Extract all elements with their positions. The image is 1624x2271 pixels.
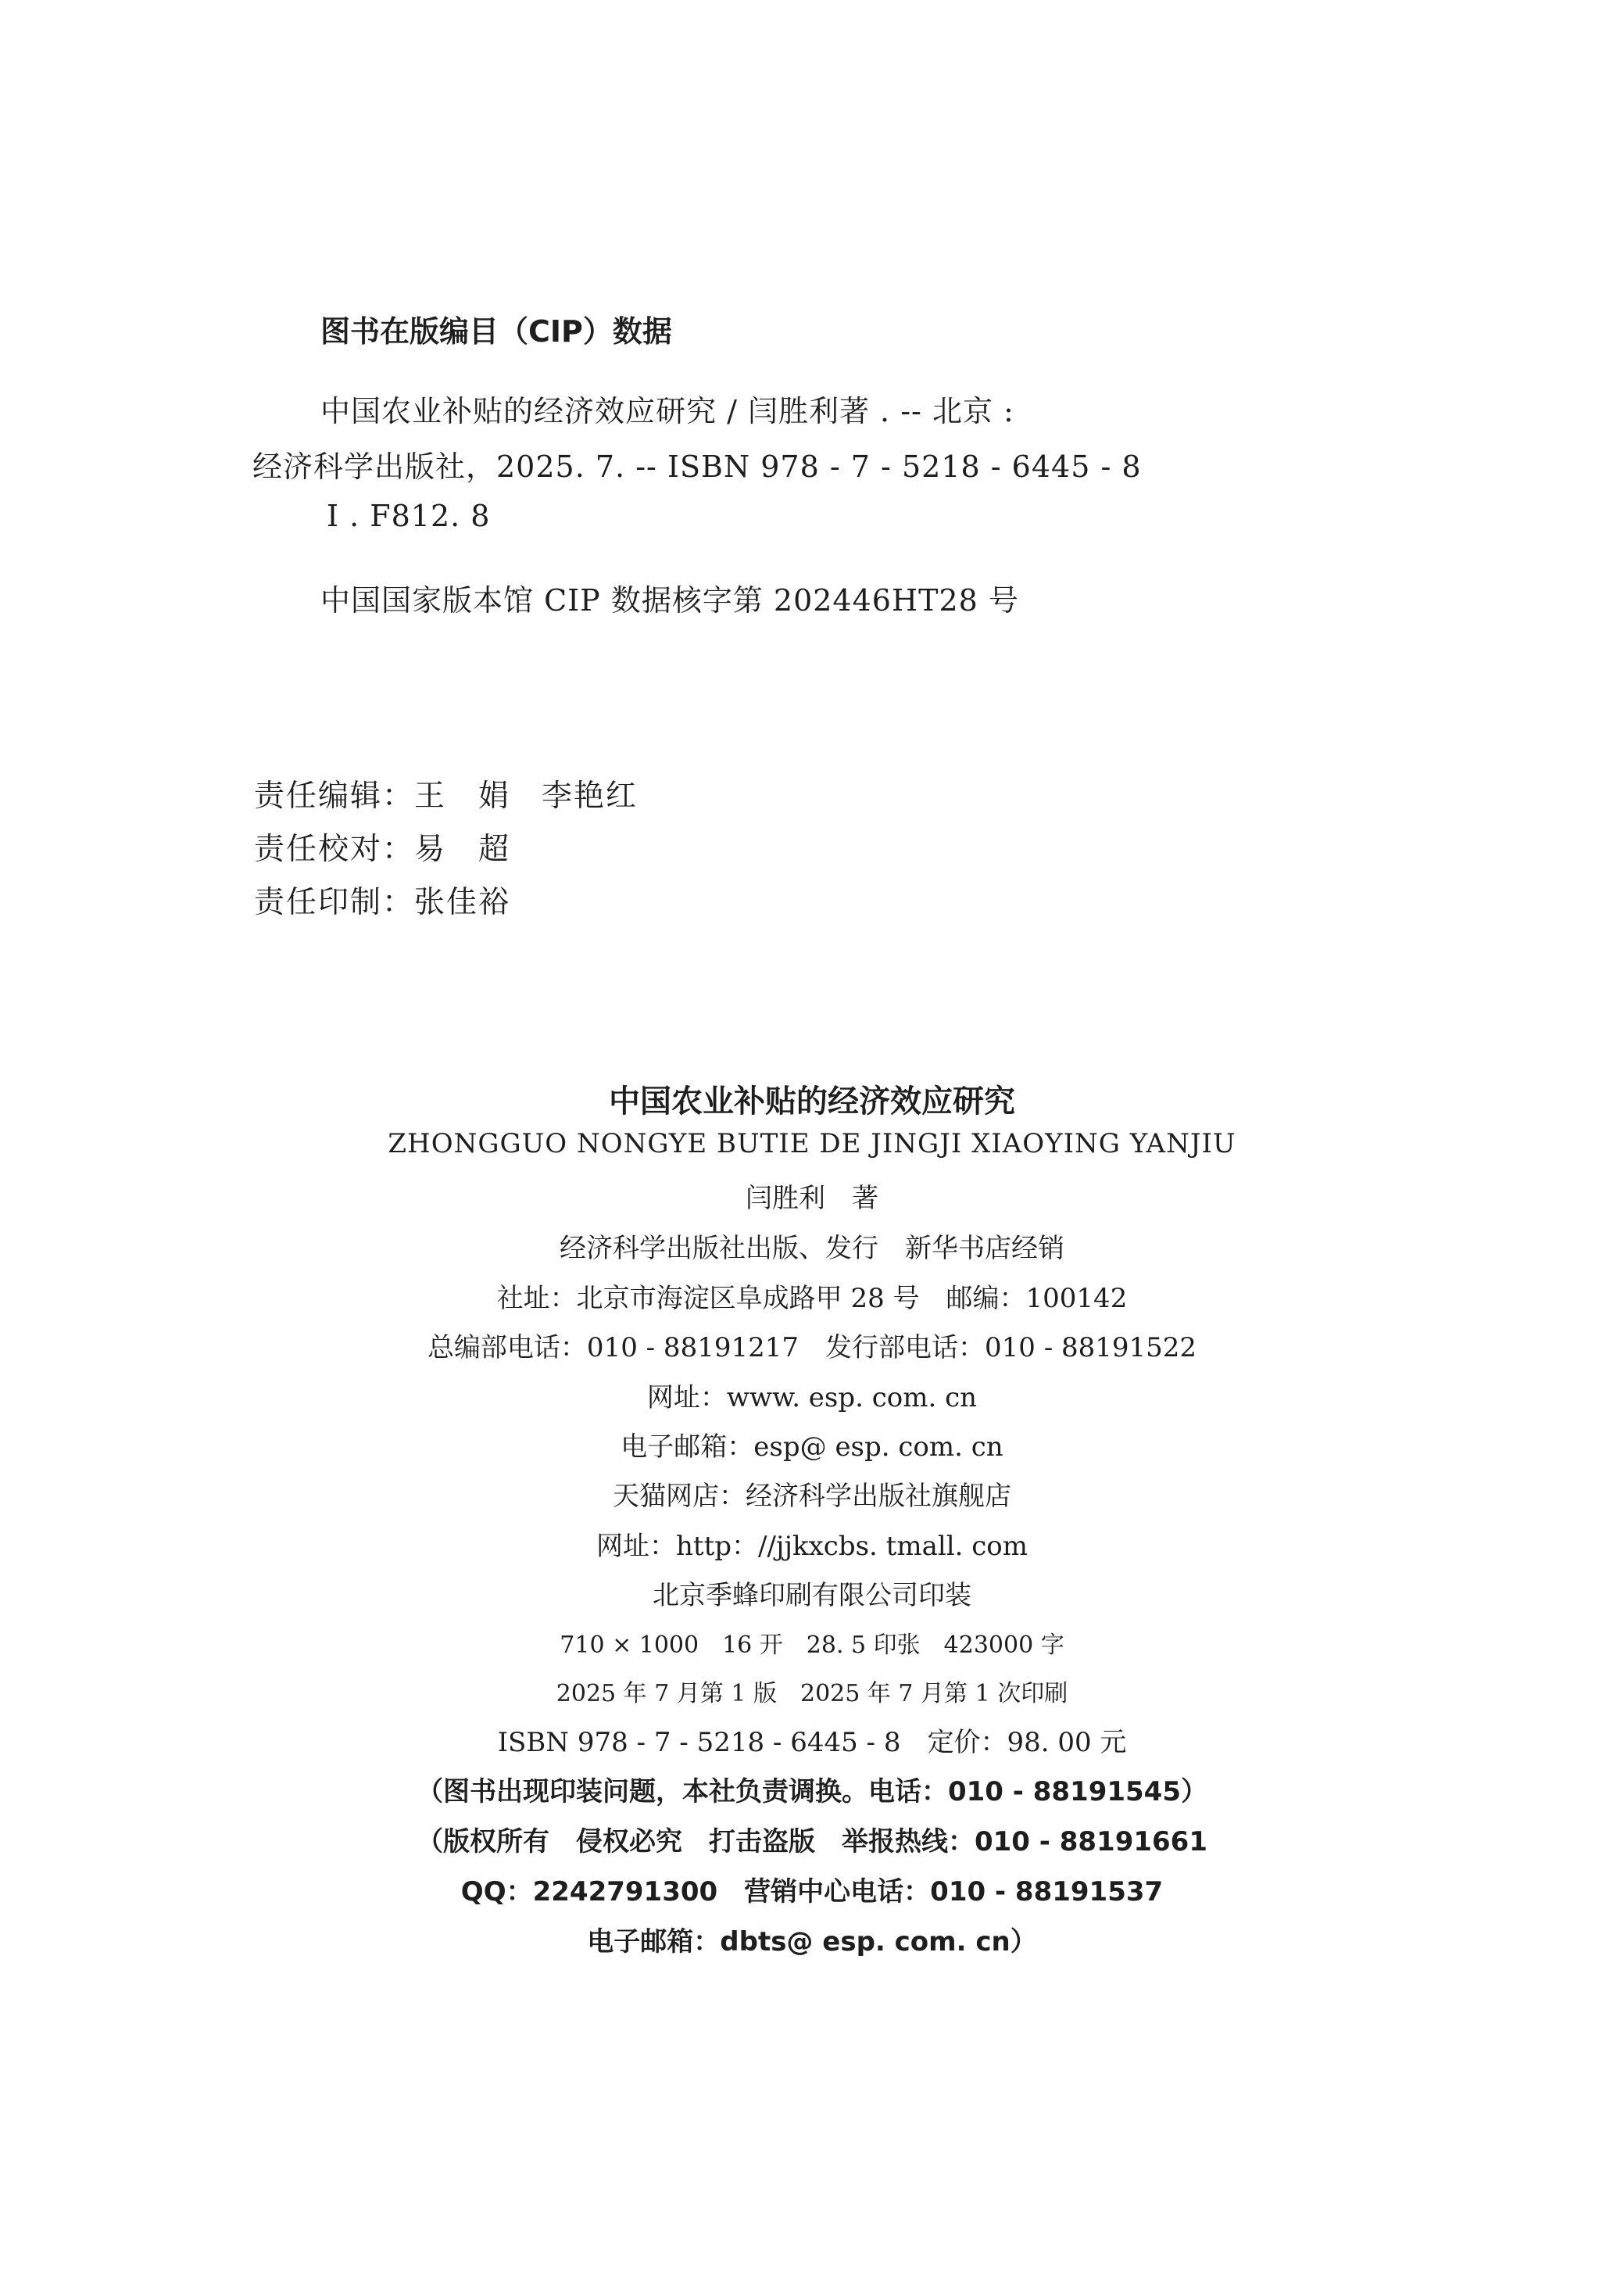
colophon-notice-contact: QQ：2242791300 营销中心电话：010 - 88191537 bbox=[460, 1876, 1164, 1907]
colophon-website: 网址：www. esp. com. cn bbox=[646, 1382, 978, 1413]
responsible-proofreader-name: 易 超 bbox=[414, 832, 511, 867]
responsible-proofreader-label: 责任校对： bbox=[254, 832, 415, 867]
cip-line-title: 中国农业补贴的经济效应研究 / 闫胜利著 . -- 北京 : bbox=[320, 394, 1014, 428]
colophon-tmall-url: 网址：http：//jjkxcbs. tmall. com bbox=[596, 1531, 1028, 1562]
cip-line-record-number: 中国国家版本馆 CIP 数据核字第 202446HT28 号 bbox=[320, 583, 1019, 618]
colophon-tmall-store: 天猫网店：经济科学出版社旗舰店 bbox=[613, 1481, 1011, 1512]
colophon-pinyin-title: ZHONGGUO NONGYE BUTIE DE JINGJI XIAOYING YANJIU bbox=[388, 1128, 1236, 1159]
colophon-notice-copyright: （版权所有 侵权必究 打击盗版 举报热线：010 - 88191661 bbox=[416, 1826, 1207, 1857]
responsible-editor-name: 王 娟 bbox=[414, 779, 511, 814]
colophon-notice-print-issues: （图书出现印装问题，本社负责调换。电话：010 - 88191545） bbox=[416, 1776, 1207, 1807]
responsible-editor-name: 李艳红 bbox=[542, 779, 639, 814]
colophon-email: 电子邮箱：esp@ esp. com. cn bbox=[621, 1431, 1003, 1463]
responsible-editor-row bbox=[254, 772, 638, 815]
colophon-isbn-price: ISBN 978 - 7 - 5218 - 6445 - 8 定价：98. 00 元 bbox=[497, 1727, 1127, 1758]
responsible-proofreader-row bbox=[254, 825, 510, 869]
colophon-printer: 北京季蜂印刷有限公司印装 bbox=[653, 1580, 971, 1611]
colophon-phones: 总编部电话：010 - 88191217 发行部电话：010 - 88191522 bbox=[427, 1332, 1197, 1363]
cip-line-publisher: 经济科学出版社，2025. 7. -- ISBN 978 - 7 - 5218 - 6445 - 8 bbox=[252, 450, 1142, 484]
responsible-printing-name: 张佳裕 bbox=[414, 885, 511, 920]
colophon-edition: 2025 年 7 月第 1 版 2025 年 7 月第 1 次印刷 bbox=[556, 1680, 1068, 1707]
colophon-author: 闫胜利 著 bbox=[746, 1183, 878, 1214]
colophon-format: 710 × 1000 16 开 28. 5 印张 423000 字 bbox=[560, 1632, 1064, 1659]
colophon-notice-email: 电子邮箱：dbts@ esp. com. cn） bbox=[587, 1926, 1037, 1958]
cip-line-classification: Ⅰ . F812. 8 bbox=[327, 499, 491, 533]
responsible-editor-label: 责任编辑： bbox=[254, 779, 415, 814]
colophon-publisher: 经济科学出版社出版、发行 新华书店经销 bbox=[560, 1233, 1064, 1264]
colophon-address: 社址：北京市海淀区阜成路甲 28 号 邮编：100142 bbox=[496, 1283, 1128, 1314]
colophon-title: 中国农业补贴的经济效应研究 bbox=[609, 1084, 1015, 1119]
cip-heading: 图书在版编目（CIP）数据 bbox=[320, 314, 672, 349]
responsible-printing-label: 责任印制： bbox=[254, 885, 415, 920]
responsible-printing-row bbox=[254, 878, 510, 922]
